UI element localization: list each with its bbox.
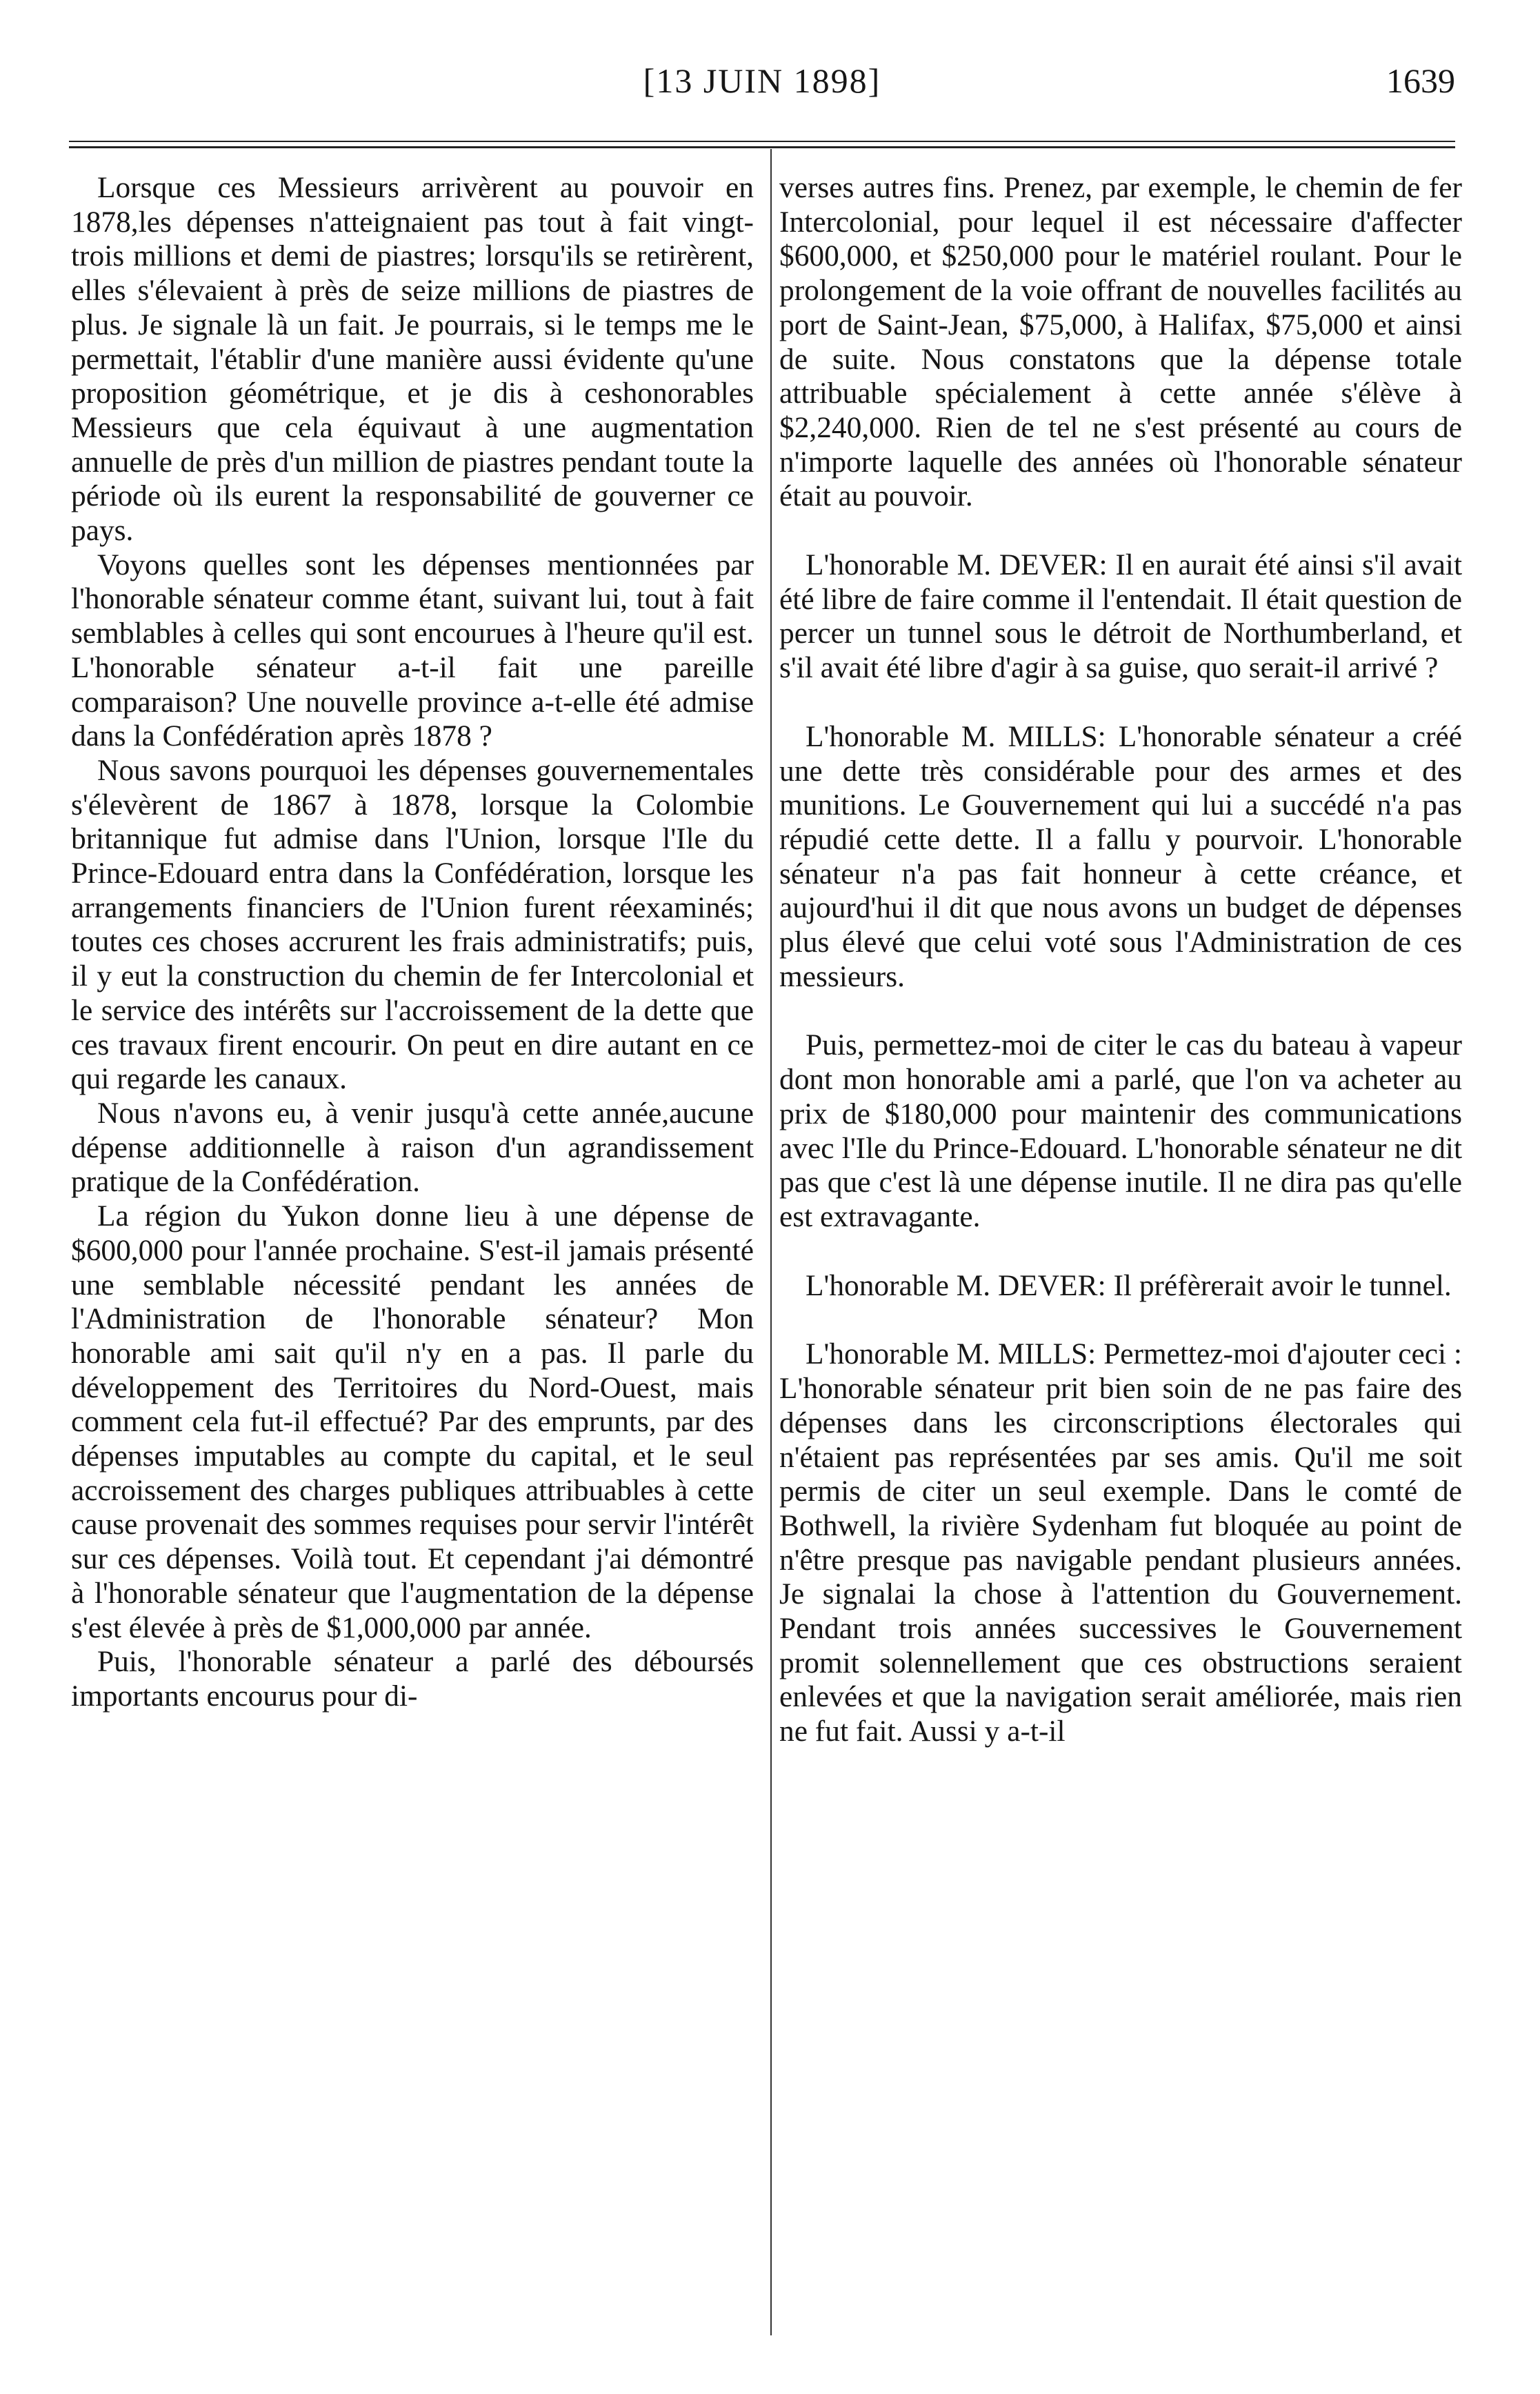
paragraph: Puis, permettez-moi de citer le cas du bateau à vapeur dont mon honorable ami a parlé, que l'on va acheter au prix de $180,000 pour maintenir des communications avec l'Ile du Prince-Edouard. L'honorable sénateur ne dit pas que c'est là une dépense inutile. Il ne dira pas qu'elle est extravagante. bbox=[779, 1028, 1462, 1233]
page-number: 1639 bbox=[1386, 61, 1455, 100]
right-column bbox=[779, 171, 1462, 1749]
speaker-paragraph: L'honorable M. DEVER: Il préfèrerait avoir le tunnel. bbox=[806, 1268, 1452, 1302]
paragraph: Nous savons pourquoi les dépenses gouvernementales s'élevèrent de 1867 à 1878, lorsque la Colombie britannique fut admise dans l'Union, lorsque l'Ile du Prince-Edouard entra dans la Confédération, lorsque les arrangements financiers de l'Union furent réexaminés; toutes ces choses accrurent les frais administratifs; puis, il y eut la construction du chemin de fer Intercolonial et le service des intérêts sur l'accroissement de la dette que ces travaux firent encourir. On peut en dire autant en ce qui regarde les canaux. bbox=[71, 753, 754, 1096]
left-column bbox=[71, 171, 754, 1714]
paragraph: La région du Yukon donne lieu à une dépense de $600,000 pour l'année prochaine. S'est-il jamais présenté une semblable nécessité pendant les années de l'Administration de l'honorable sénateur? Mon honorable ami sait qu'il n'y en a pas. Il parle du développement des Territoires du Nord-Ouest, mais comment cela fut-il effectué? Par des emprunts, par des dépenses imputables au compte du capital, et le seul accroissement des charges publiques attribuables à cette cause provenait des sommes requises pour servir l'intérêt sur ces dépenses. Voilà tout. Et cependant j'ai démontré à l'honorable sénateur que l'augmentation de la dépense s'est élevée à près de $1,000,000 par année. bbox=[71, 1199, 754, 1644]
running-head-date: [13 JUIN 1898] bbox=[643, 61, 881, 100]
speaker-paragraph: L'honorable M. MILLS: Permettez-moi d'ajouter ceci : L'honorable sénateur prit bien soin de ne pas faire des dépenses dans les circonscriptions électorales qui n'étaient pas représentées par ses amis. Qu'il me soit permis de citer un seul exemple. Dans le comté de Bothwell, la rivière Sydenham fut bloquée au point de n'être presque pas navigable pendant plusieurs années. Je signalai la chose à l'attention du Gouvernement. Pendant trois années successives le Gouvernement promit solennellement que ces obstructions seraient enlevées et que la navigation serait améliorée, mais rien ne fut fait. Aussi y a-t-il bbox=[779, 1337, 1462, 1748]
speaker-paragraph: L'honorable M. DEVER: Il en aurait été ainsi s'il avait été libre de faire comme il l'entendait. Il était question de percer un tunnel sous le détroit de Northumberland, et s'il avait été libre d'agir à sa guise, quo serait-il arrivé ? bbox=[779, 548, 1462, 685]
column-divider bbox=[770, 149, 772, 2335]
paragraph: Puis, l'honorable sénateur a parlé des déboursés importants encourus pour di- bbox=[71, 1645, 754, 1713]
header-rule-bottom bbox=[69, 146, 1455, 148]
paragraph: Voyons quelles sont les dépenses mentionnées par l'honorable sénateur comme étant, suivant lui, tout à fait semblables à celles qui sont encourues à l'heure qu'il est. L'honorable sénateur a-t-il fait une pareille comparaison? Une nouvelle province a-t-elle été admise dans la Confédération après 1878 ? bbox=[71, 548, 754, 753]
paragraph: Lorsque ces Messieurs arrivèrent au pouvoir en 1878,les dépenses n'atteignaient pas tout à fait vingt-trois millions et demi de piastres; lorsqu'ils se retirèrent, elles s'élevaient à près de seize millions de piastres de plus. Je signale là un fait. Je pourrais, si le temps me le permettait, l'établir d'une manière aussi évidente qu'une proposition géométrique, et je dis à ceshonorables Messieurs que cela équivaut à une augmentation annuelle de près d'un million de piastres pendant toute la période où ils eurent la responsabilité de gouverner ce pays. bbox=[71, 171, 754, 548]
page-header bbox=[69, 61, 1455, 116]
paragraph: Nous n'avons eu, à venir jusqu'à cette année,aucune dépense additionnelle à raison d'un agrandissement pratique de la Confédération. bbox=[71, 1096, 754, 1199]
header-rule-top bbox=[69, 141, 1455, 142]
speaker-paragraph: L'honorable M. MILLS: L'honorable sénateur a créé une dette très considérable pour des armes et des munitions. Le Gouvernement qui lui a succédé n'a pas répudié cette dette. Il a fallu y pourvoir. L'honorable sénateur n'a pas fait honneur à cette créance, et aujourd'hui il dit que nous avons un budget de dépenses plus élevé que celui voté sous l'Administration de ces messieurs. bbox=[779, 719, 1462, 993]
paragraph-continued: verses autres fins. Prenez, par exemple, le chemin de fer Intercolonial, pour lequel il est nécessaire d'affecter $600,000, et $250,000 pour le matériel roulant. Pour le prolongement de la voie offrant de nouvelles facilités au port de Saint-Jean, $75,000, à Halifax, $75,000 et ainsi de suite. Nous constatons que la dépense totale attribuable spécialement à cette année s'élève à $2,240,000. Rien de tel ne s'est présenté au cours de n'importe laquelle des années où l'honorable sénateur était au pouvoir. bbox=[779, 171, 1462, 513]
